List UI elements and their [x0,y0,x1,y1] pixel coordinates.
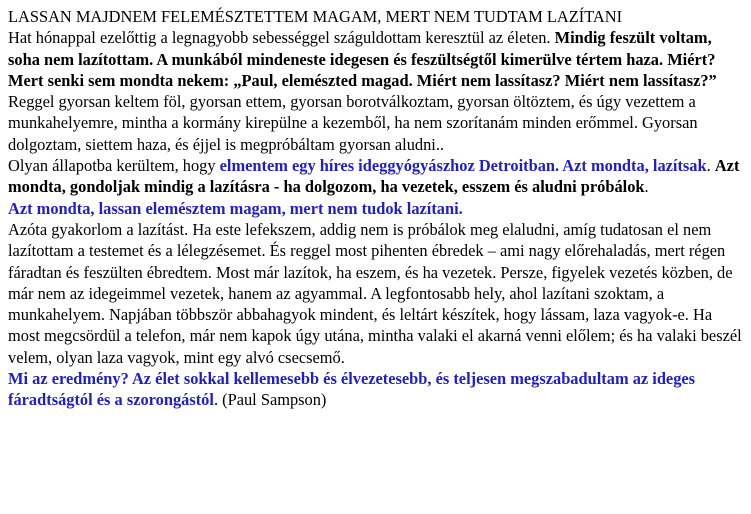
paragraph-practice: Azóta gyakorlom a lazítást. Ha este lefekszem, addig nem is próbálok meg elaludni, amíg tudatosan el nem lazítottam a testemet és a lélegzésemet. És reggel most pihenten ébredek – ami nagy előrehaladás, mert régen fáradtan és feszülten ébredtem. Most már lazítok, ha eszem, és ha vezetek. Persze, figyelek vezetés közben, de már nem az idegeimmel vezetek, hanem az agyammal. A legfontosabb hely, ahol lazítani szoktam, a munkahelyem. Napjában többször abbahagyok mindent, és leltárt készítek, hogy lássam, laza vagyok-e. Ha most megcsördül a telefon, már nem kapok úgy utána, mintha valaki el akarná venni előlem; és ha valaki beszél velem, olyan laza vagyok, mint egy alvó csecsemő. [8,219,742,367]
doctor-intro-text: Olyan állapotba kerültem, hogy [8,156,220,176]
paragraph-doctor-visit [8,155,743,198]
paragraph-result [8,368,743,411]
doctor-instructions-text: Azt mondta, gondoljak mindig a lazításra - ha dolgozom, ha vezetek, esszem és aludni próbálok [8,156,740,197]
result-author: . (Paul Sampson) [213,390,327,410]
intro-bold-text: Mindig feszült voltam, soha nem lazítottam. A munkából mindeneste idegesen és feszültségtől kimerülve tértem haza. Miért? Mert senki sem mondta nekem: „Paul, elemészted magad. Miért nem lassítasz? Miért nem lassítasz?” [8,28,717,90]
document-title: LASSAN MAJDNEM FELEMÉSZTETTEM MAGAM, MERT NEM TUDTAM LAZÍTANI [8,7,623,26]
doctor-separator: . [706,156,715,176]
doctor-end-punct: . [644,177,649,197]
paragraph-morning-routine: Reggel gyorsan keltem föl, gyorsan ettem, gyorsan borotválkoztam, gyorsan öltöztem, és úgy vezettem a munkahelyemre, mintha a kormány kirepülne a kezemből, ha nem szorítanám minden erőmmel. Gyorsan dolgoztam, siettem haza, és éjjel is megpróbáltam gyorsan aludni.. [8,92,698,154]
result-highlight: Mi az eredmény? Az élet sokkal kellemesebb és élvezetesebb, és teljesen megszabadultam az ideges fáradtságtól és a szorongástól [8,369,696,410]
doctor-advice-highlight: elmentem egy híres ideggyógyászhoz Detroitban. Azt mondta, lazítsak [219,156,707,176]
paragraph-intro [8,27,743,91]
paragraph-doctor-warning: Azt mondta, lassan elemésztem magam, mert nem tudok lazítani. [8,198,463,218]
intro-text: Hat hónappal ezelőttig a legnagyobb sebességgel száguldottam keresztül az életen. [8,28,555,48]
